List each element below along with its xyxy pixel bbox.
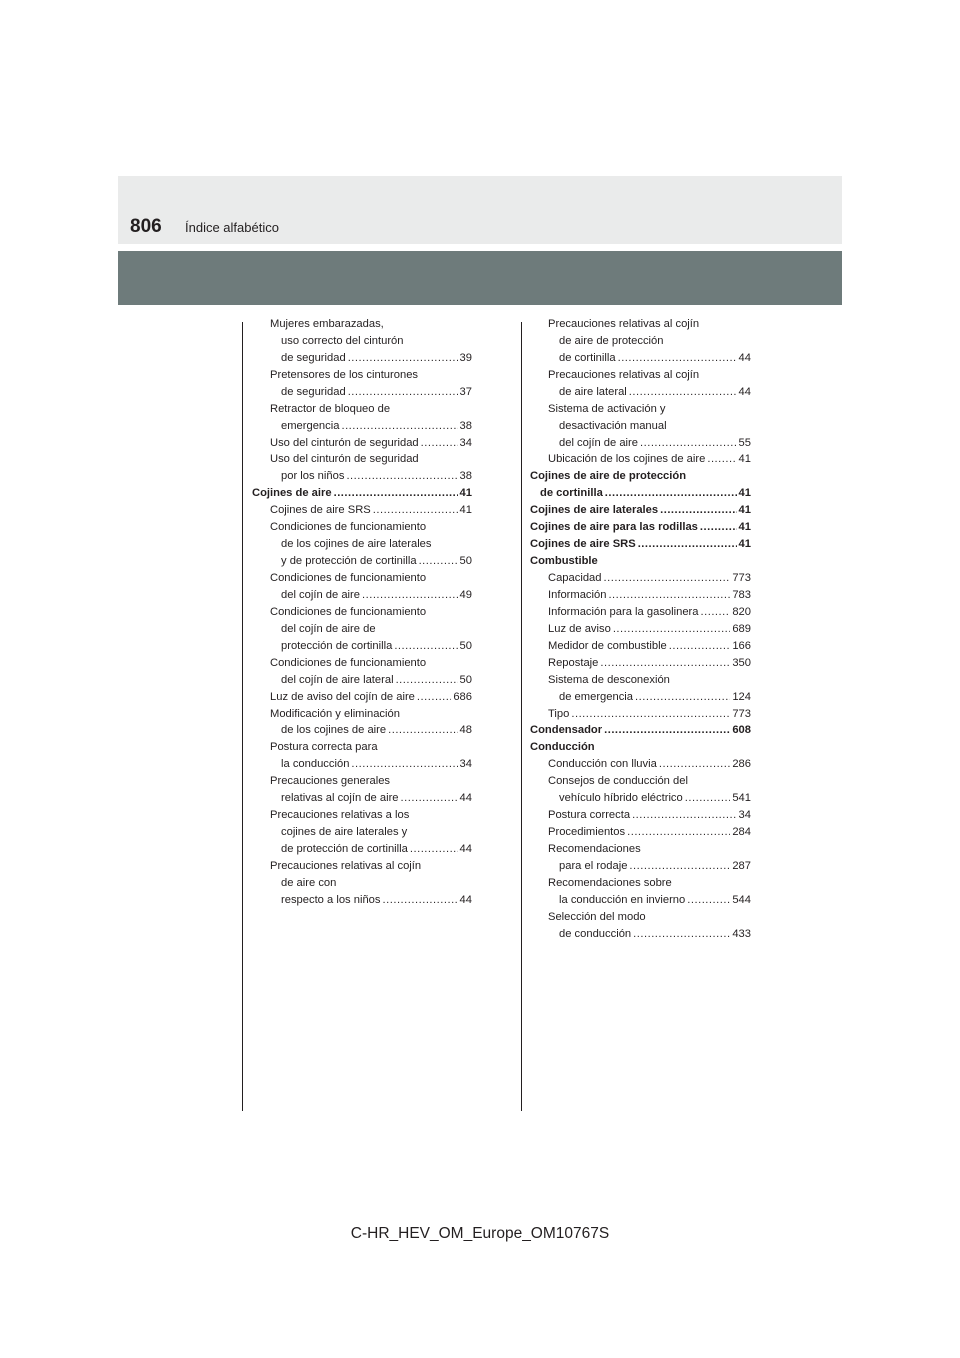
index-entry-text: de seguridad xyxy=(281,351,346,364)
index-entry-text: de emergencia xyxy=(559,690,634,703)
dot-leader xyxy=(632,807,736,824)
dot-leader xyxy=(604,722,730,739)
dot-leader xyxy=(421,435,458,452)
index-entry xyxy=(530,926,751,943)
index-entry-page: 44 xyxy=(738,351,751,364)
index-entry-text: Condiciones de funcionamiento xyxy=(270,572,427,585)
index-entry xyxy=(530,570,751,587)
index-entry-page: 41 xyxy=(738,521,751,534)
index-entry xyxy=(252,807,472,824)
dot-leader xyxy=(417,689,451,706)
index-entry-text: Conducción con lluvia xyxy=(548,758,657,771)
index-entry-text: Cojines de aire para las rodillas xyxy=(530,521,698,534)
index-entry-text: vehículo híbrido eléctrico xyxy=(559,792,683,805)
index-entry xyxy=(530,638,751,655)
dot-leader xyxy=(362,587,458,604)
index-entry-text: de cortinilla xyxy=(559,351,616,364)
index-entry-text: Sistema de desconexión xyxy=(548,673,670,686)
dot-leader xyxy=(608,587,730,604)
index-entry xyxy=(530,316,751,333)
right-column-rule xyxy=(521,322,522,1111)
index-entry-text: Capacidad xyxy=(548,572,602,585)
index-entry-page: 350 xyxy=(732,656,751,669)
dot-leader xyxy=(629,858,730,875)
index-entry-text: de aire de protección xyxy=(559,334,664,347)
index-entry xyxy=(252,587,472,604)
index-entry-page: 773 xyxy=(732,572,751,585)
index-entry-text: del cojín de aire xyxy=(559,436,638,449)
index-entry-page: 50 xyxy=(459,639,472,652)
index-entry-page: 49 xyxy=(459,588,472,601)
index-entry-page: 689 xyxy=(732,622,751,635)
index-entry xyxy=(252,367,472,384)
index-entry-page: 124 xyxy=(732,690,751,703)
index-entry xyxy=(530,485,751,502)
dot-leader xyxy=(396,672,458,689)
index-entry xyxy=(252,723,472,740)
index-entry xyxy=(252,333,472,350)
index-entry-text: Precauciones relativas al cojín xyxy=(548,368,700,381)
index-entry-text: de los cojines de aire xyxy=(281,724,387,737)
dot-leader xyxy=(633,926,730,943)
dot-leader xyxy=(604,570,731,587)
dot-leader xyxy=(348,350,458,367)
dot-leader xyxy=(419,553,458,570)
index-entry-text: desactivación manual xyxy=(559,419,667,432)
dot-leader xyxy=(629,384,737,401)
index-entry xyxy=(530,333,751,350)
index-entry-page: 41 xyxy=(738,538,751,551)
index-column-right xyxy=(530,316,751,943)
index-entry-page: 37 xyxy=(459,385,472,398)
index-entry-text: Precauciones generales xyxy=(270,775,391,788)
index-entry xyxy=(530,875,751,892)
index-entry-text: Consejos de conducción del xyxy=(548,775,688,788)
index-entry xyxy=(252,485,472,502)
index-entry-text: Pretensores de los cinturones xyxy=(270,368,419,381)
dot-leader xyxy=(388,722,457,739)
index-entry-page: 44 xyxy=(459,893,472,906)
index-entry-page: 433 xyxy=(732,927,751,940)
index-entry xyxy=(252,875,472,892)
index-entry-page: 286 xyxy=(732,758,751,771)
index-entry-page: 44 xyxy=(459,843,472,856)
index-entry-text: respecto a los niños xyxy=(281,893,381,906)
index-entry xyxy=(530,452,751,469)
index-entry-page: 39 xyxy=(459,351,472,364)
dot-leader xyxy=(635,689,730,706)
dot-leader xyxy=(401,790,458,807)
index-entry-text: de seguridad xyxy=(281,385,346,398)
index-entry-text: Procedimientos xyxy=(548,826,626,839)
index-entry xyxy=(252,435,472,452)
index-entry xyxy=(530,587,751,604)
dot-leader xyxy=(669,638,731,655)
index-entry-text: Recomendaciones sobre xyxy=(548,876,672,889)
index-entry xyxy=(530,536,751,553)
index-entry xyxy=(530,706,751,723)
dot-leader xyxy=(394,638,457,655)
index-entry xyxy=(252,638,472,655)
index-entry xyxy=(252,553,472,570)
index-entry-text: emergencia xyxy=(281,419,340,432)
dot-leader xyxy=(700,519,737,536)
index-entry-page: 44 xyxy=(738,385,751,398)
index-entry-text: Cojines de aire de protección xyxy=(530,470,687,483)
dot-leader xyxy=(627,824,730,841)
index-entry-text: Cojines de aire SRS xyxy=(530,538,636,551)
index-entry xyxy=(252,773,472,790)
index-entry-page: 38 xyxy=(459,419,472,432)
dot-leader xyxy=(701,604,731,621)
left-column-rule xyxy=(242,322,243,1111)
index-entry-page: 34 xyxy=(459,758,472,771)
index-entry xyxy=(252,502,472,519)
index-entry-text: Postura correcta xyxy=(548,809,631,822)
index-entry xyxy=(530,502,751,519)
index-entry xyxy=(530,841,751,858)
index-entry xyxy=(530,401,751,418)
index-entry-page: 783 xyxy=(732,588,751,601)
index-entry xyxy=(530,672,751,689)
index-entry-text: de aire con xyxy=(281,876,337,889)
index-entry xyxy=(530,519,751,536)
index-entry-text: de protección de cortinilla xyxy=(281,843,408,856)
dot-leader xyxy=(351,756,457,773)
index-entry-page: 38 xyxy=(459,470,472,483)
index-entry-text: Combustible xyxy=(530,555,598,568)
index-entry-text: Condiciones de funcionamiento xyxy=(270,521,427,534)
dot-leader xyxy=(605,485,737,502)
index-entry-page: 608 xyxy=(732,724,751,737)
index-entry-text: Recomendaciones xyxy=(548,843,641,856)
index-entry-text: por los niños xyxy=(281,470,345,483)
index-entry-page: 55 xyxy=(738,436,751,449)
index-entry-page: 541 xyxy=(732,792,751,805)
index-entry-page: 48 xyxy=(459,724,472,737)
index-entry xyxy=(252,536,472,553)
index-entry xyxy=(530,892,751,909)
index-entry xyxy=(530,655,751,672)
index-entry xyxy=(530,468,751,485)
index-entry-text: de conducción xyxy=(559,927,632,940)
index-entry xyxy=(252,452,472,469)
index-entry-page: 287 xyxy=(732,859,751,872)
index-entry xyxy=(530,773,751,790)
index-entry-page: 41 xyxy=(738,504,751,517)
index-entry-page: 686 xyxy=(453,690,472,703)
dot-leader xyxy=(600,655,730,672)
index-entry xyxy=(530,756,751,773)
index-entry xyxy=(530,621,751,638)
index-entry-text: Información para la gasolinera xyxy=(548,605,699,618)
index-entry xyxy=(530,350,751,367)
index-entry-page: 41 xyxy=(459,487,472,500)
index-entry xyxy=(252,739,472,756)
index-entry-text: Medidor de combustible xyxy=(548,639,667,652)
dot-leader xyxy=(659,756,730,773)
index-entry-text: cojines de aire laterales y xyxy=(281,826,408,839)
index-entry-text: la conducción en invierno xyxy=(559,893,686,906)
index-entry xyxy=(252,689,472,706)
index-entry xyxy=(252,316,472,333)
index-entry xyxy=(252,790,472,807)
index-entry-page: 50 xyxy=(459,673,472,686)
index-entry-text: uso correcto del cinturón xyxy=(281,334,404,347)
index-entry-text: Condiciones de funcionamiento xyxy=(270,656,427,669)
index-entry xyxy=(530,790,751,807)
index-entry-text: Uso del cinturón de seguridad xyxy=(270,453,419,466)
index-entry-text: Retractor de bloqueo de xyxy=(270,402,391,415)
index-entry-text: Condensador xyxy=(530,724,603,737)
index-entry-page: 284 xyxy=(732,826,751,839)
index-entry xyxy=(252,655,472,672)
dot-leader xyxy=(373,502,458,519)
index-entry-text: Ubicación de los cojines de aire xyxy=(548,453,706,466)
index-entry-text: Modificación y eliminación xyxy=(270,707,400,720)
dot-leader xyxy=(707,451,736,468)
index-entry-text: Luz de aviso xyxy=(548,622,611,635)
index-entry-text: Precauciones relativas a los xyxy=(270,809,410,822)
index-entry xyxy=(252,519,472,536)
dot-leader xyxy=(640,435,737,452)
index-entry-text: Uso del cinturón de seguridad xyxy=(270,436,419,449)
index-entry-page: 820 xyxy=(732,605,751,618)
dot-leader xyxy=(685,790,731,807)
index-entry-page: 41 xyxy=(459,504,472,517)
index-entry xyxy=(530,418,751,435)
dot-leader xyxy=(687,892,730,909)
index-entry xyxy=(530,384,751,401)
index-entry xyxy=(530,553,751,570)
index-entry-page: 773 xyxy=(732,707,751,720)
index-entry xyxy=(530,807,751,824)
index-entry xyxy=(252,824,472,841)
index-entry-page: 34 xyxy=(738,809,751,822)
index-entry-text: Cojines de aire laterales xyxy=(530,504,659,517)
index-entry-text: del cojín de aire xyxy=(281,588,360,601)
index-entry-text: de cortinilla xyxy=(540,487,603,500)
index-entry-text: Postura correcta para xyxy=(270,741,378,754)
dot-leader xyxy=(410,841,458,858)
index-entry-text: Información xyxy=(548,588,607,601)
index-entry-page: 41 xyxy=(738,453,751,466)
index-entry xyxy=(252,621,472,638)
index-entry-text: Tipo xyxy=(548,707,570,720)
index-entry-text: Selección del modo xyxy=(548,910,646,923)
index-entry-text: Precauciones relativas al cojín xyxy=(548,317,700,330)
index-entry-page: 41 xyxy=(738,487,751,500)
index-entry-page: 44 xyxy=(459,792,472,805)
header-dark-band xyxy=(118,251,842,305)
index-entry xyxy=(530,689,751,706)
index-entry-text: Precauciones relativas al cojín xyxy=(270,859,422,872)
index-entry-text: Mujeres embarazadas, xyxy=(270,317,384,330)
index-entry xyxy=(530,723,751,740)
dot-leader xyxy=(341,418,457,435)
index-entry xyxy=(530,435,751,452)
index-entry-text: protección de cortinilla xyxy=(281,639,393,652)
dot-leader xyxy=(638,536,737,553)
index-entry-text: Conducción xyxy=(530,741,595,754)
index-entry xyxy=(252,418,472,435)
dot-leader xyxy=(613,621,731,638)
index-entry-text: y de protección de cortinilla xyxy=(281,555,417,568)
index-entry-text: la conducción xyxy=(281,758,350,771)
dot-leader xyxy=(383,892,458,909)
dot-leader xyxy=(571,706,730,723)
dot-leader xyxy=(660,502,736,519)
index-entry-text: Sistema de activación y xyxy=(548,402,666,415)
dot-leader xyxy=(334,485,458,502)
dot-leader xyxy=(346,468,457,485)
index-entry-page: 544 xyxy=(732,893,751,906)
index-entry-text: Cojines de aire xyxy=(252,487,332,500)
index-entry xyxy=(252,756,472,773)
index-entry xyxy=(252,384,472,401)
index-entry-text: del cojín de aire de xyxy=(281,622,376,635)
index-entry-text: del cojín de aire lateral xyxy=(281,673,394,686)
index-entry xyxy=(252,350,472,367)
index-entry-text: Condiciones de funcionamiento xyxy=(270,605,427,618)
index-entry xyxy=(252,672,472,689)
index-entry-text: Luz de aviso del cojín de aire xyxy=(270,690,415,703)
index-entry xyxy=(252,892,472,909)
page-number: 806 xyxy=(130,216,162,237)
index-entry xyxy=(530,367,751,384)
document-id-footer: C-HR_HEV_OM_Europe_OM10767S xyxy=(350,1225,610,1242)
section-title: Índice alfabético xyxy=(185,220,279,235)
index-entry xyxy=(252,401,472,418)
index-entry xyxy=(252,468,472,485)
index-column-left xyxy=(252,316,472,909)
index-entry xyxy=(252,570,472,587)
index-entry-page: 34 xyxy=(459,436,472,449)
index-entry xyxy=(530,824,751,841)
index-entry xyxy=(252,706,472,723)
index-entry-text: relativas al cojín de aire xyxy=(281,792,399,805)
index-entry-text: para el rodaje xyxy=(559,859,628,872)
index-entry xyxy=(530,604,751,621)
index-entry-page: 166 xyxy=(732,639,751,652)
index-entry xyxy=(252,841,472,858)
dot-leader xyxy=(618,350,737,367)
index-entry-text: Repostaje xyxy=(548,656,599,669)
index-entry-text: de aire lateral xyxy=(559,385,627,398)
index-entry-text: de los cojines de aire laterales xyxy=(281,538,432,551)
index-entry xyxy=(530,858,751,875)
index-entry xyxy=(252,858,472,875)
index-entry xyxy=(252,604,472,621)
index-entry-page: 50 xyxy=(459,555,472,568)
index-entry xyxy=(530,739,751,756)
index-entry xyxy=(530,909,751,926)
index-entry-text: Cojines de aire SRS xyxy=(270,504,371,517)
dot-leader xyxy=(348,384,458,401)
